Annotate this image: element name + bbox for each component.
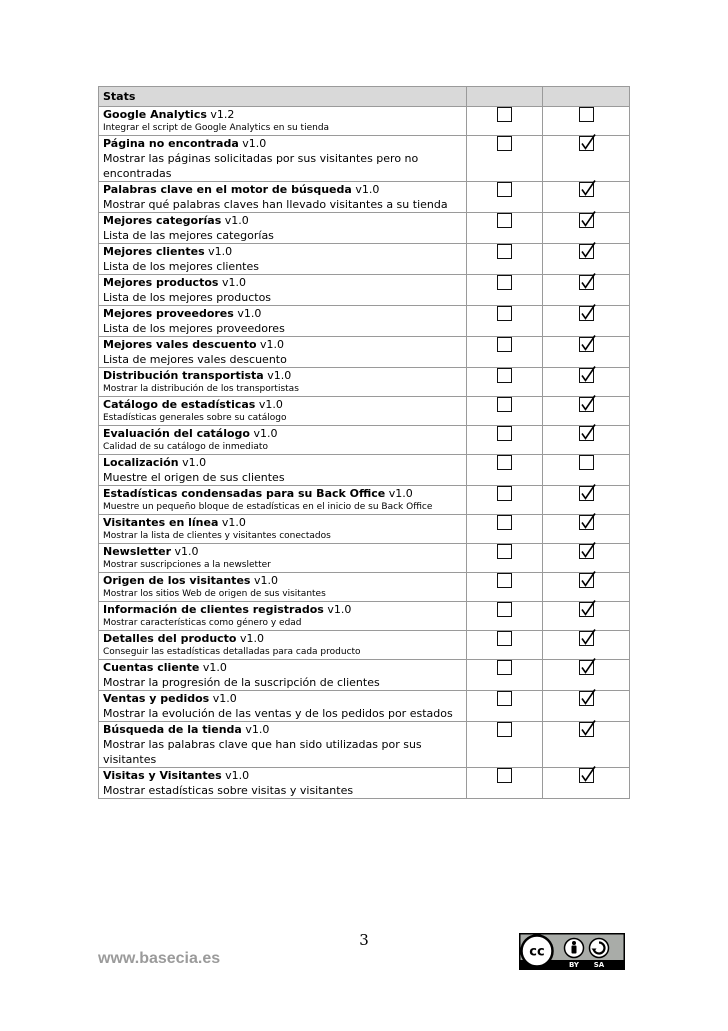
checkbox-cell xyxy=(467,631,543,660)
checkbox-empty xyxy=(497,602,512,617)
module-name: Origen de los visitantes xyxy=(103,574,251,587)
module-name: Página no encontrada xyxy=(103,137,239,150)
checkbox-checked xyxy=(579,275,594,290)
module-cell xyxy=(99,544,467,573)
checkbox-cell xyxy=(467,768,543,799)
module-cell xyxy=(99,573,467,602)
module-description: Lista de los mejores clientes xyxy=(103,260,259,273)
checkbox-empty xyxy=(497,275,512,290)
module-description: Lista de mejores vales descuento xyxy=(103,353,287,366)
module-description: Conseguir las estadísticas detalladas para cada producto xyxy=(103,647,361,657)
module-version: v1.0 xyxy=(224,214,249,227)
module-description: Mostrar la progresión de la suscripción de clientes xyxy=(103,676,380,689)
module-name: Ventas y pedidos xyxy=(103,692,210,705)
checkbox-checked xyxy=(579,722,594,737)
checkbox-cell xyxy=(543,397,630,426)
checkbox-checked xyxy=(579,337,594,352)
checkbox-cell xyxy=(467,397,543,426)
table-row xyxy=(99,544,630,573)
module-cell xyxy=(99,397,467,426)
checkbox-cell xyxy=(543,182,630,213)
sa-share-alike-icon xyxy=(590,939,609,958)
module-name: Información de clientes registrados xyxy=(103,603,324,616)
module-description: Lista de los mejores productos xyxy=(103,291,272,304)
module-name: Detalles del producto xyxy=(103,632,237,645)
module-cell xyxy=(99,244,467,275)
module-cell xyxy=(99,455,467,486)
module-cell xyxy=(99,631,467,660)
module-version: v1.0 xyxy=(253,574,278,587)
checkbox-empty xyxy=(497,213,512,228)
checkbox-cell xyxy=(543,337,630,368)
checkbox-cell xyxy=(467,455,543,486)
checkbox-empty xyxy=(497,768,512,783)
module-cell xyxy=(99,486,467,515)
checkbox-cell xyxy=(467,426,543,455)
table-row xyxy=(99,136,630,182)
checkbox-cell xyxy=(467,306,543,337)
checkbox-cell xyxy=(543,722,630,768)
module-version: v1.0 xyxy=(258,398,283,411)
module-name: Estadísticas condensadas para su Back Office xyxy=(103,487,386,500)
checkbox-cell xyxy=(467,544,543,573)
module-description: Mostrar las páginas solicitadas por sus visitantes pero no encontradas xyxy=(103,152,419,180)
module-name: Localización xyxy=(103,456,179,469)
checkbox-cell xyxy=(543,544,630,573)
checkbox-cell xyxy=(543,275,630,306)
table-row xyxy=(99,660,630,691)
checkbox-checked xyxy=(579,244,594,259)
checkbox-cell xyxy=(543,515,630,544)
checkbox-cell xyxy=(543,426,630,455)
checkbox-empty xyxy=(497,426,512,441)
checkbox-cell xyxy=(543,573,630,602)
checkbox-cell xyxy=(467,275,543,306)
checkbox-cell xyxy=(543,213,630,244)
table-header-cell xyxy=(467,87,543,107)
module-cell xyxy=(99,337,467,368)
module-cell xyxy=(99,660,467,691)
module-cell xyxy=(99,136,467,182)
table-row xyxy=(99,573,630,602)
module-version: v1.0 xyxy=(202,661,227,674)
checkbox-cell xyxy=(543,136,630,182)
checkbox-cell xyxy=(467,573,543,602)
table-row xyxy=(99,368,630,397)
table-row xyxy=(99,486,630,515)
footer-url: www.basecia.es xyxy=(98,950,221,967)
checkbox-empty xyxy=(579,455,594,470)
stats-table xyxy=(98,86,630,799)
module-name: Búsqueda de la tienda xyxy=(103,723,242,736)
module-name: Mejores categorías xyxy=(103,214,222,227)
module-version: v1.0 xyxy=(388,487,413,500)
checkbox-empty xyxy=(497,182,512,197)
checkbox-checked xyxy=(579,544,594,559)
checkbox-cell xyxy=(543,602,630,631)
checkbox-cell xyxy=(543,691,630,722)
module-cell xyxy=(99,426,467,455)
checkbox-empty xyxy=(497,136,512,151)
checkbox-checked xyxy=(579,631,594,646)
module-version: v1.0 xyxy=(355,183,380,196)
checkbox-empty xyxy=(497,573,512,588)
license-sa-label: SA xyxy=(593,961,605,969)
checkbox-cell xyxy=(467,602,543,631)
module-description: Mostrar características como género y edad xyxy=(103,618,302,628)
checkbox-empty xyxy=(497,397,512,412)
table-row xyxy=(99,397,630,426)
module-version: v1.0 xyxy=(237,307,262,320)
module-name: Palabras clave en el motor de búsqueda xyxy=(103,183,352,196)
checkbox-cell xyxy=(467,691,543,722)
checkbox-checked xyxy=(579,602,594,617)
checkbox-empty xyxy=(497,722,512,737)
module-version: v1.0 xyxy=(242,137,267,150)
module-version: v1.0 xyxy=(253,427,278,440)
module-description: Muestre un pequeño bloque de estadísticas en el inicio de su Back Office xyxy=(103,502,433,512)
table-row xyxy=(99,337,630,368)
checkbox-cell xyxy=(467,182,543,213)
module-cell xyxy=(99,515,467,544)
module-version: v1.0 xyxy=(245,723,270,736)
table-row xyxy=(99,515,630,544)
table-row xyxy=(99,244,630,275)
checkbox-checked xyxy=(579,768,594,783)
checkbox-cell xyxy=(467,337,543,368)
module-version: v1.0 xyxy=(208,245,233,258)
checkbox-cell xyxy=(467,722,543,768)
table-header-title: Stats xyxy=(99,87,467,107)
module-description: Mostrar suscripciones a la newsletter xyxy=(103,560,271,570)
checkbox-cell xyxy=(467,213,543,244)
module-version: v1.0 xyxy=(267,369,292,382)
table-row xyxy=(99,602,630,631)
checkbox-empty xyxy=(579,107,594,122)
module-name: Google Analytics xyxy=(103,108,207,121)
module-description: Mostrar las palabras clave que han sido utilizadas por sus visitantes xyxy=(103,738,422,766)
module-cell xyxy=(99,768,467,799)
checkbox-cell xyxy=(467,136,543,182)
checkbox-empty xyxy=(497,515,512,530)
module-description: Lista de los mejores proveedores xyxy=(103,322,285,335)
module-name: Visitas y Visitantes xyxy=(103,769,222,782)
checkbox-cell xyxy=(543,486,630,515)
module-version: v1.0 xyxy=(225,769,250,782)
cc-icon-label: cc xyxy=(529,944,545,960)
checkbox-cell xyxy=(543,631,630,660)
checkbox-empty xyxy=(497,107,512,122)
table-row xyxy=(99,722,630,768)
checkbox-empty xyxy=(497,306,512,321)
module-cell xyxy=(99,691,467,722)
checkbox-checked xyxy=(579,573,594,588)
module-name: Mejores clientes xyxy=(103,245,205,258)
table-row xyxy=(99,306,630,337)
module-name: Cuentas cliente xyxy=(103,661,200,674)
checkbox-checked xyxy=(579,691,594,706)
module-description: Mostrar estadísticas sobre visitas y visitantes xyxy=(103,784,354,797)
checkbox-checked xyxy=(579,182,594,197)
table-row xyxy=(99,213,630,244)
table-header-cell xyxy=(543,87,630,107)
license-by-label: BY xyxy=(568,961,580,969)
module-cell xyxy=(99,275,467,306)
module-cell xyxy=(99,182,467,213)
module-version: v1.0 xyxy=(221,276,246,289)
table-row xyxy=(99,107,630,136)
module-version: v1.2 xyxy=(210,108,235,121)
cc-by-sa-license-badge xyxy=(519,933,625,970)
module-version: v1.0 xyxy=(239,632,264,645)
module-name: Mejores productos xyxy=(103,276,219,289)
module-cell xyxy=(99,107,467,136)
module-description: Mostrar qué palabras claves han llevado visitantes a su tienda xyxy=(103,198,448,211)
table-row xyxy=(99,182,630,213)
module-cell xyxy=(99,306,467,337)
checkbox-checked xyxy=(579,486,594,501)
module-version: v1.0 xyxy=(182,456,207,469)
table-row xyxy=(99,691,630,722)
checkbox-cell xyxy=(543,660,630,691)
checkbox-empty xyxy=(497,631,512,646)
checkbox-empty xyxy=(497,368,512,383)
module-name: Mejores vales descuento xyxy=(103,338,257,351)
checkbox-empty xyxy=(497,486,512,501)
module-description: Mostrar los sitios Web de origen de sus visitantes xyxy=(103,589,326,599)
module-version: v1.0 xyxy=(221,516,246,529)
module-description: Integrar el script de Google Analytics en su tienda xyxy=(103,123,330,133)
checkbox-cell xyxy=(543,107,630,136)
checkbox-checked xyxy=(579,306,594,321)
module-description: Mostrar la evolución de las ventas y de los pedidos por estados xyxy=(103,707,453,720)
module-description: Muestre el origen de sus clientes xyxy=(103,471,285,484)
module-cell xyxy=(99,602,467,631)
checkbox-empty xyxy=(497,691,512,706)
checkbox-cell xyxy=(543,768,630,799)
checkbox-empty xyxy=(497,544,512,559)
checkbox-cell xyxy=(467,107,543,136)
checkbox-empty xyxy=(497,337,512,352)
checkbox-checked xyxy=(579,213,594,228)
module-cell xyxy=(99,368,467,397)
checkbox-empty xyxy=(497,455,512,470)
module-version: v1.0 xyxy=(327,603,352,616)
module-cell xyxy=(99,722,467,768)
module-version: v1.0 xyxy=(260,338,285,351)
module-description: Mostrar la lista de clientes y visitantes conectados xyxy=(103,531,331,541)
module-name: Mejores proveedores xyxy=(103,307,234,320)
table-header-row xyxy=(99,87,630,107)
module-cell xyxy=(99,213,467,244)
checkbox-checked xyxy=(579,660,594,675)
checkbox-checked xyxy=(579,368,594,383)
checkbox-cell xyxy=(467,368,543,397)
module-name: Distribución transportista xyxy=(103,369,264,382)
module-description: Estadísticas generales sobre su catálogo xyxy=(103,413,287,423)
checkbox-cell xyxy=(543,244,630,275)
checkbox-cell xyxy=(543,455,630,486)
checkbox-checked xyxy=(579,515,594,530)
module-description: Mostrar la distribución de los transportistas xyxy=(103,384,299,394)
module-name: Evaluación del catálogo xyxy=(103,427,250,440)
checkbox-cell xyxy=(543,306,630,337)
module-description: Lista de las mejores categorías xyxy=(103,229,274,242)
checkbox-cell xyxy=(467,660,543,691)
checkbox-cell xyxy=(467,515,543,544)
table-row xyxy=(99,768,630,799)
table-row xyxy=(99,455,630,486)
checkbox-checked xyxy=(579,426,594,441)
table-row xyxy=(99,426,630,455)
module-name: Catálogo de estadísticas xyxy=(103,398,256,411)
checkbox-empty xyxy=(497,244,512,259)
checkbox-cell xyxy=(467,486,543,515)
table-row xyxy=(99,631,630,660)
checkbox-empty xyxy=(497,660,512,675)
module-version: v1.0 xyxy=(174,545,199,558)
table-row xyxy=(99,275,630,306)
module-version: v1.0 xyxy=(212,692,237,705)
checkbox-cell xyxy=(467,244,543,275)
module-description: Calidad de su catálogo de inmediato xyxy=(103,442,268,452)
checkbox-cell xyxy=(543,368,630,397)
checkbox-checked xyxy=(579,397,594,412)
checkbox-checked xyxy=(579,136,594,151)
page-number: 3 xyxy=(359,931,369,949)
module-name: Newsletter xyxy=(103,545,172,558)
module-name: Visitantes en línea xyxy=(103,516,219,529)
